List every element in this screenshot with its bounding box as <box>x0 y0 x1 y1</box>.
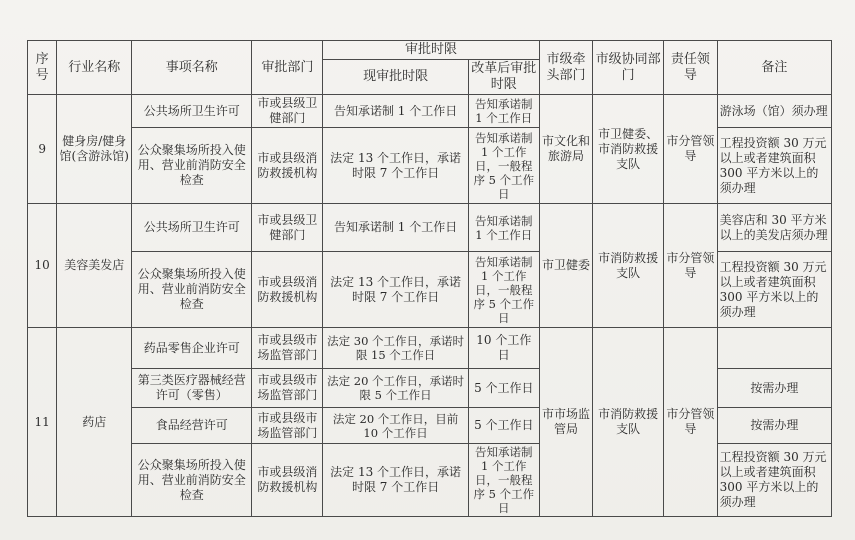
note-cell: 美容店和 30 平方米以上的美发店须办理 <box>717 204 831 252</box>
coop-dept-cell: 市消防救援支队 <box>593 204 664 328</box>
header-coop: 市级协同部门 <box>593 41 664 95</box>
note-cell: 按需办理 <box>717 408 831 444</box>
header-dept: 审批部门 <box>252 41 323 95</box>
header-leader: 责任领导 <box>664 41 718 95</box>
item-cell: 公众聚集场所投入使用、营业前消防安全检查 <box>132 252 252 328</box>
current-time-cell: 法定 20 个工作日，承诺时限 5 个工作日 <box>323 369 469 408</box>
header-industry: 行业名称 <box>57 41 132 95</box>
header-lead: 市级牵头部门 <box>539 41 593 95</box>
item-cell: 公共场所卫生许可 <box>132 95 252 128</box>
item-cell: 食品经营许可 <box>132 408 252 444</box>
note-cell: 游泳场（馆）须办理 <box>717 95 831 128</box>
dept-cell: 市或县级消防救援机构 <box>252 128 323 204</box>
dept-cell: 市或县级市场监管部门 <box>252 369 323 408</box>
approval-table <box>27 40 832 517</box>
current-time-cell: 法定 13 个工作日，承诺时限 7 个工作日 <box>323 444 469 517</box>
dept-cell: 市或县级卫健部门 <box>252 95 323 128</box>
reform-time-cell: 10 个工作日 <box>468 328 539 369</box>
industry-cell: 美容美发店 <box>57 204 132 328</box>
reform-time-cell: 告知承诺制 1 个工作日，一般程序 5 个工作日 <box>468 128 539 204</box>
header-time: 审批时限 <box>323 41 539 60</box>
dept-cell: 市或县级市场监管部门 <box>252 328 323 369</box>
reform-time-cell: 告知承诺制 1 个工作日，一般程序 5 个工作日 <box>468 444 539 517</box>
leader-cell: 市分管领导 <box>664 95 718 204</box>
current-time-cell: 法定 20 个工作日，目前 10 个工作日 <box>323 408 469 444</box>
reform-time-cell: 告知承诺制 1 个工作日 <box>468 204 539 252</box>
header-current: 现审批时限 <box>323 60 469 95</box>
lead-dept-cell: 市市场监管局 <box>539 328 593 517</box>
item-cell: 第三类医疗器械经营许可（零售） <box>132 369 252 408</box>
dept-cell: 市或县级卫健部门 <box>252 204 323 252</box>
lead-dept-cell: 市卫健委 <box>539 204 593 328</box>
table-row <box>28 204 832 252</box>
seq-cell: 11 <box>28 328 57 517</box>
table-row <box>28 328 832 369</box>
coop-dept-cell: 市卫健委、市消防救援支队 <box>593 95 664 204</box>
dept-cell: 市或县级市场监管部门 <box>252 408 323 444</box>
item-cell: 公众聚集场所投入使用、营业前消防安全检查 <box>132 128 252 204</box>
reform-time-cell: 5 个工作日 <box>468 408 539 444</box>
leader-cell: 市分管领导 <box>664 204 718 328</box>
header-note: 备注 <box>717 41 831 95</box>
seq-cell: 10 <box>28 204 57 328</box>
current-time-cell: 法定 30 个工作日，承诺时限 15 个工作日 <box>323 328 469 369</box>
industry-cell: 药店 <box>57 328 132 517</box>
dept-cell: 市或县级消防救援机构 <box>252 252 323 328</box>
header-reform: 改革后审批时限 <box>468 60 539 95</box>
item-cell: 公共场所卫生许可 <box>132 204 252 252</box>
note-cell: 工程投资额 30 万元以上或者建筑面积 300 平方米以上的须办理 <box>717 444 831 517</box>
reform-time-cell: 告知承诺制 1 个工作日 <box>468 95 539 128</box>
current-time-cell: 法定 13 个工作日，承诺时限 7 个工作日 <box>323 128 469 204</box>
coop-dept-cell: 市消防救援支队 <box>593 328 664 517</box>
item-cell: 药品零售企业许可 <box>132 328 252 369</box>
note-cell <box>717 328 831 369</box>
table-row <box>28 95 832 128</box>
industry-cell: 健身房/健身馆(含游泳馆) <box>57 95 132 204</box>
item-cell: 公众聚集场所投入使用、营业前消防安全检查 <box>132 444 252 517</box>
note-cell: 按需办理 <box>717 369 831 408</box>
dept-cell: 市或县级消防救援机构 <box>252 444 323 517</box>
note-cell: 工程投资额 30 万元以上或者建筑面积 300 平方米以上的须办理 <box>717 252 831 328</box>
header-seq: 序号 <box>28 41 57 95</box>
current-time-cell: 告知承诺制 1 个工作日 <box>323 204 469 252</box>
current-time-cell: 法定 13 个工作日，承诺时限 7 个工作日 <box>323 252 469 328</box>
leader-cell: 市分管领导 <box>664 328 718 517</box>
note-cell: 工程投资额 30 万元以上或者建筑面积 300 平方米以上的须办理 <box>717 128 831 204</box>
reform-time-cell: 5 个工作日 <box>468 369 539 408</box>
header-item: 事项名称 <box>132 41 252 95</box>
current-time-cell: 告知承诺制 1 个工作日 <box>323 95 469 128</box>
lead-dept-cell: 市文化和旅游局 <box>539 95 593 204</box>
reform-time-cell: 告知承诺制 1 个工作日，一般程序 5 个工作日 <box>468 252 539 328</box>
seq-cell: 9 <box>28 95 57 204</box>
